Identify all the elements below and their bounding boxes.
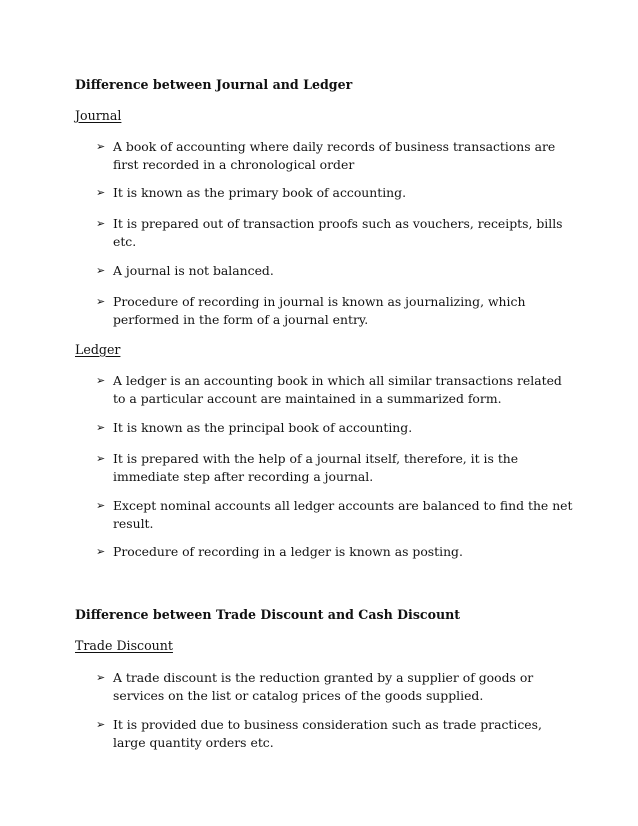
ledger-bullet-5: [96, 543, 576, 561]
bullet-text: A book of accounting where daily records of business transactions are first recorded in a chronological order: [113, 139, 556, 172]
bullet-text: A journal is not balanced.: [113, 263, 274, 278]
ledger-bullet-3: [96, 450, 576, 485]
subheading-trade-discount: Trade Discount: [75, 638, 173, 653]
arrow-bullet-icon: ➢: [96, 140, 106, 153]
arrow-bullet-icon: ➢: [96, 452, 106, 465]
ledger-bullet-2: [96, 419, 576, 437]
arrow-bullet-icon: ➢: [96, 718, 106, 731]
bullet-text: Procedure of recording in a ledger is known as posting.: [113, 544, 463, 559]
arrow-bullet-icon: ➢: [96, 421, 106, 434]
bullet-text: A trade discount is the reduction granted by a supplier of goods or services on the list or catalog prices of the goods supplied.: [113, 670, 534, 703]
bullet-text: It is known as the principal book of accounting.: [113, 420, 413, 435]
bullet-text: It is prepared with the help of a journal itself, therefore, it is the immediate step after recording a journal.: [113, 451, 519, 484]
arrow-bullet-icon: ➢: [96, 186, 106, 199]
arrow-bullet-icon: ➢: [96, 295, 106, 308]
arrow-bullet-icon: ➢: [96, 499, 106, 512]
journal-bullet-1: [96, 138, 576, 173]
arrow-bullet-icon: ➢: [96, 545, 106, 558]
journal-bullet-5: [96, 293, 576, 328]
section-title-journal-ledger: Difference between Journal and Ledger: [75, 77, 353, 92]
section-title-trade-cash-discount: Difference between Trade Discount and Cash Discount: [75, 607, 461, 622]
bullet-text: It is known as the primary book of accounting.: [113, 185, 407, 200]
bullet-text: It is provided due to business consideration such as trade practices, large quantity orders etc.: [113, 717, 542, 750]
bullet-text: Procedure of recording in journal is known as journalizing, which performed in the form of a journal entry.: [113, 294, 526, 327]
bullet-text: Except nominal accounts all ledger accounts are balanced to find the net result.: [113, 498, 573, 531]
subheading-ledger: Ledger: [75, 342, 121, 357]
bullet-text: It is prepared out of transaction proofs such as vouchers, receipts, bills etc.: [113, 216, 563, 249]
journal-bullet-4: [96, 262, 576, 280]
arrow-bullet-icon: ➢: [96, 374, 106, 387]
subheading-journal: Journal: [75, 108, 122, 123]
bullet-text: A ledger is an accounting book in which all similar transactions related to a particular account are maintained in a summarized form.: [113, 373, 562, 406]
arrow-bullet-icon: ➢: [96, 217, 106, 230]
arrow-bullet-icon: ➢: [96, 264, 106, 277]
ledger-bullet-1: [96, 372, 576, 407]
arrow-bullet-icon: ➢: [96, 671, 106, 684]
ledger-bullet-4: [96, 497, 576, 532]
journal-bullet-2: [96, 184, 576, 202]
journal-bullet-3: [96, 215, 576, 250]
trade-discount-bullet-2: [96, 716, 576, 751]
trade-discount-bullet-1: [96, 669, 576, 704]
